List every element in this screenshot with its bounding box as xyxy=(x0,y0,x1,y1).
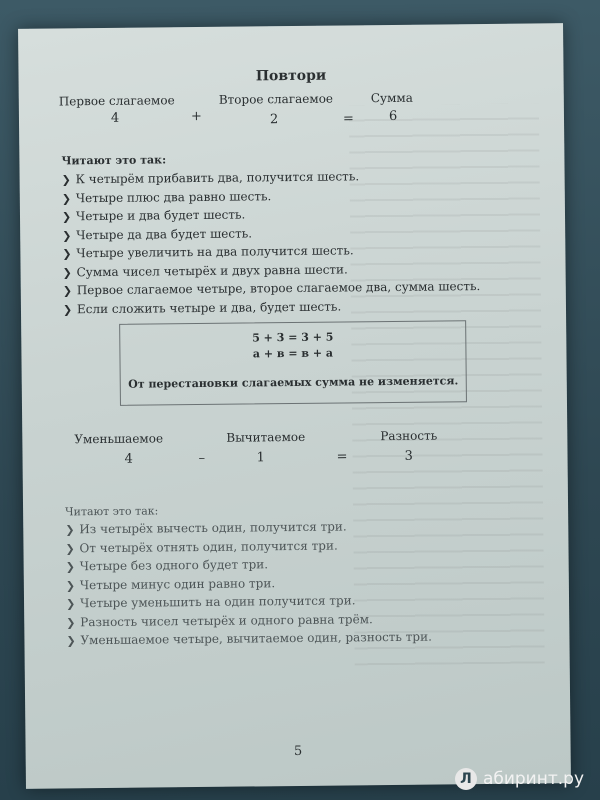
chevron-right-icon: ❯ xyxy=(65,597,76,611)
section-title: Повтори xyxy=(255,67,327,85)
value-sum: 6 xyxy=(388,108,398,124)
chevron-right-icon: ❯ xyxy=(62,284,73,298)
list-item: ❯ От четырёх отнять один, получится три. xyxy=(65,535,431,557)
book-page xyxy=(18,23,571,789)
chevron-right-icon: ❯ xyxy=(66,615,76,629)
value-term1: 4 xyxy=(110,110,120,126)
list-item: ❯ Уменьшаемое четыре, вычитаемое один, разность три. xyxy=(66,628,432,650)
list-item: ❯ Разность чисел четырёх и одного равна трём. xyxy=(66,609,432,631)
formula-letters: a + в = в + a xyxy=(252,346,334,361)
chevron-right-icon: ❯ xyxy=(61,191,72,205)
addition-phrases xyxy=(62,166,481,318)
watermark xyxy=(455,768,584,790)
page-number: 5 xyxy=(293,743,303,760)
list-item: ❯ К четырём прибавить два, получится шесть. xyxy=(62,166,480,189)
value-difference: 3 xyxy=(404,448,413,464)
list-item: ❯ Если сложить четыре и два, будет шесть. xyxy=(63,296,481,319)
value-subtrahend: 1 xyxy=(256,450,265,466)
list-item: ❯ Четыре без одного будет три. xyxy=(66,554,432,576)
label-difference: Разность xyxy=(380,428,438,444)
chevron-right-icon: ❯ xyxy=(65,541,75,555)
label-term1: Первое слагаемое xyxy=(58,93,175,109)
list-item: ❯ Четыре минус один равно три. xyxy=(66,572,432,594)
list-item: ❯ Первое слагаемое четыре, второе слагаемое два, сумма шесть. xyxy=(63,277,481,300)
watermark-text: абиринт.ру xyxy=(482,769,584,789)
minus-sign: – xyxy=(198,450,206,467)
chevron-right-icon: ❯ xyxy=(61,210,72,224)
chevron-right-icon: ❯ xyxy=(62,265,72,279)
list-item: ❯ Четыре увеличить на два получится шесть. xyxy=(62,240,480,263)
read-heading-subtraction: Читают это так: xyxy=(65,504,159,519)
plus-sign: + xyxy=(190,108,202,125)
label-subtrahend: Вычитаемое xyxy=(226,429,306,445)
list-item: ❯ Сумма чисел четырёх и двух равна шести. xyxy=(62,259,480,282)
labirint-logo-icon: Л xyxy=(455,768,477,790)
value-term2: 2 xyxy=(269,112,279,128)
rule-box xyxy=(119,320,467,406)
list-item: ❯ Из четырёх вычесть один, получится три. xyxy=(65,517,431,539)
list-item: ❯ Четыре и два будет шесть. xyxy=(62,203,480,226)
equals-sign: = xyxy=(342,111,354,127)
chevron-right-icon: ❯ xyxy=(65,578,76,592)
list-item: ❯ Четыре уменьшить на один получится три. xyxy=(66,591,432,613)
equals-sign: = xyxy=(336,449,348,465)
chevron-right-icon: ❯ xyxy=(62,228,72,242)
read-heading-addition: Читают это так: xyxy=(61,153,167,168)
label-sum: Сумма xyxy=(370,90,413,106)
subtraction-phrases xyxy=(65,517,432,650)
chevron-right-icon: ❯ xyxy=(62,247,72,261)
list-item: ❯ Четыре да два будет шесть. xyxy=(62,222,480,245)
label-term2: Второе слагаемое xyxy=(218,91,334,107)
label-minuend: Уменьшаемое xyxy=(74,431,164,447)
chevron-right-icon: ❯ xyxy=(66,634,76,648)
list-item: ❯ Четыре плюс два равно шесть. xyxy=(62,185,480,208)
value-minuend: 4 xyxy=(124,451,133,467)
chevron-right-icon: ❯ xyxy=(61,173,71,187)
chevron-right-icon: ❯ xyxy=(65,523,75,537)
chevron-right-icon: ❯ xyxy=(62,302,73,316)
chevron-right-icon: ❯ xyxy=(65,560,75,574)
formula-numeric: 5 + 3 = 3 + 5 xyxy=(252,330,334,345)
commutative-rule: От перестановки слагаемых сумма не изменяется. xyxy=(128,374,459,391)
